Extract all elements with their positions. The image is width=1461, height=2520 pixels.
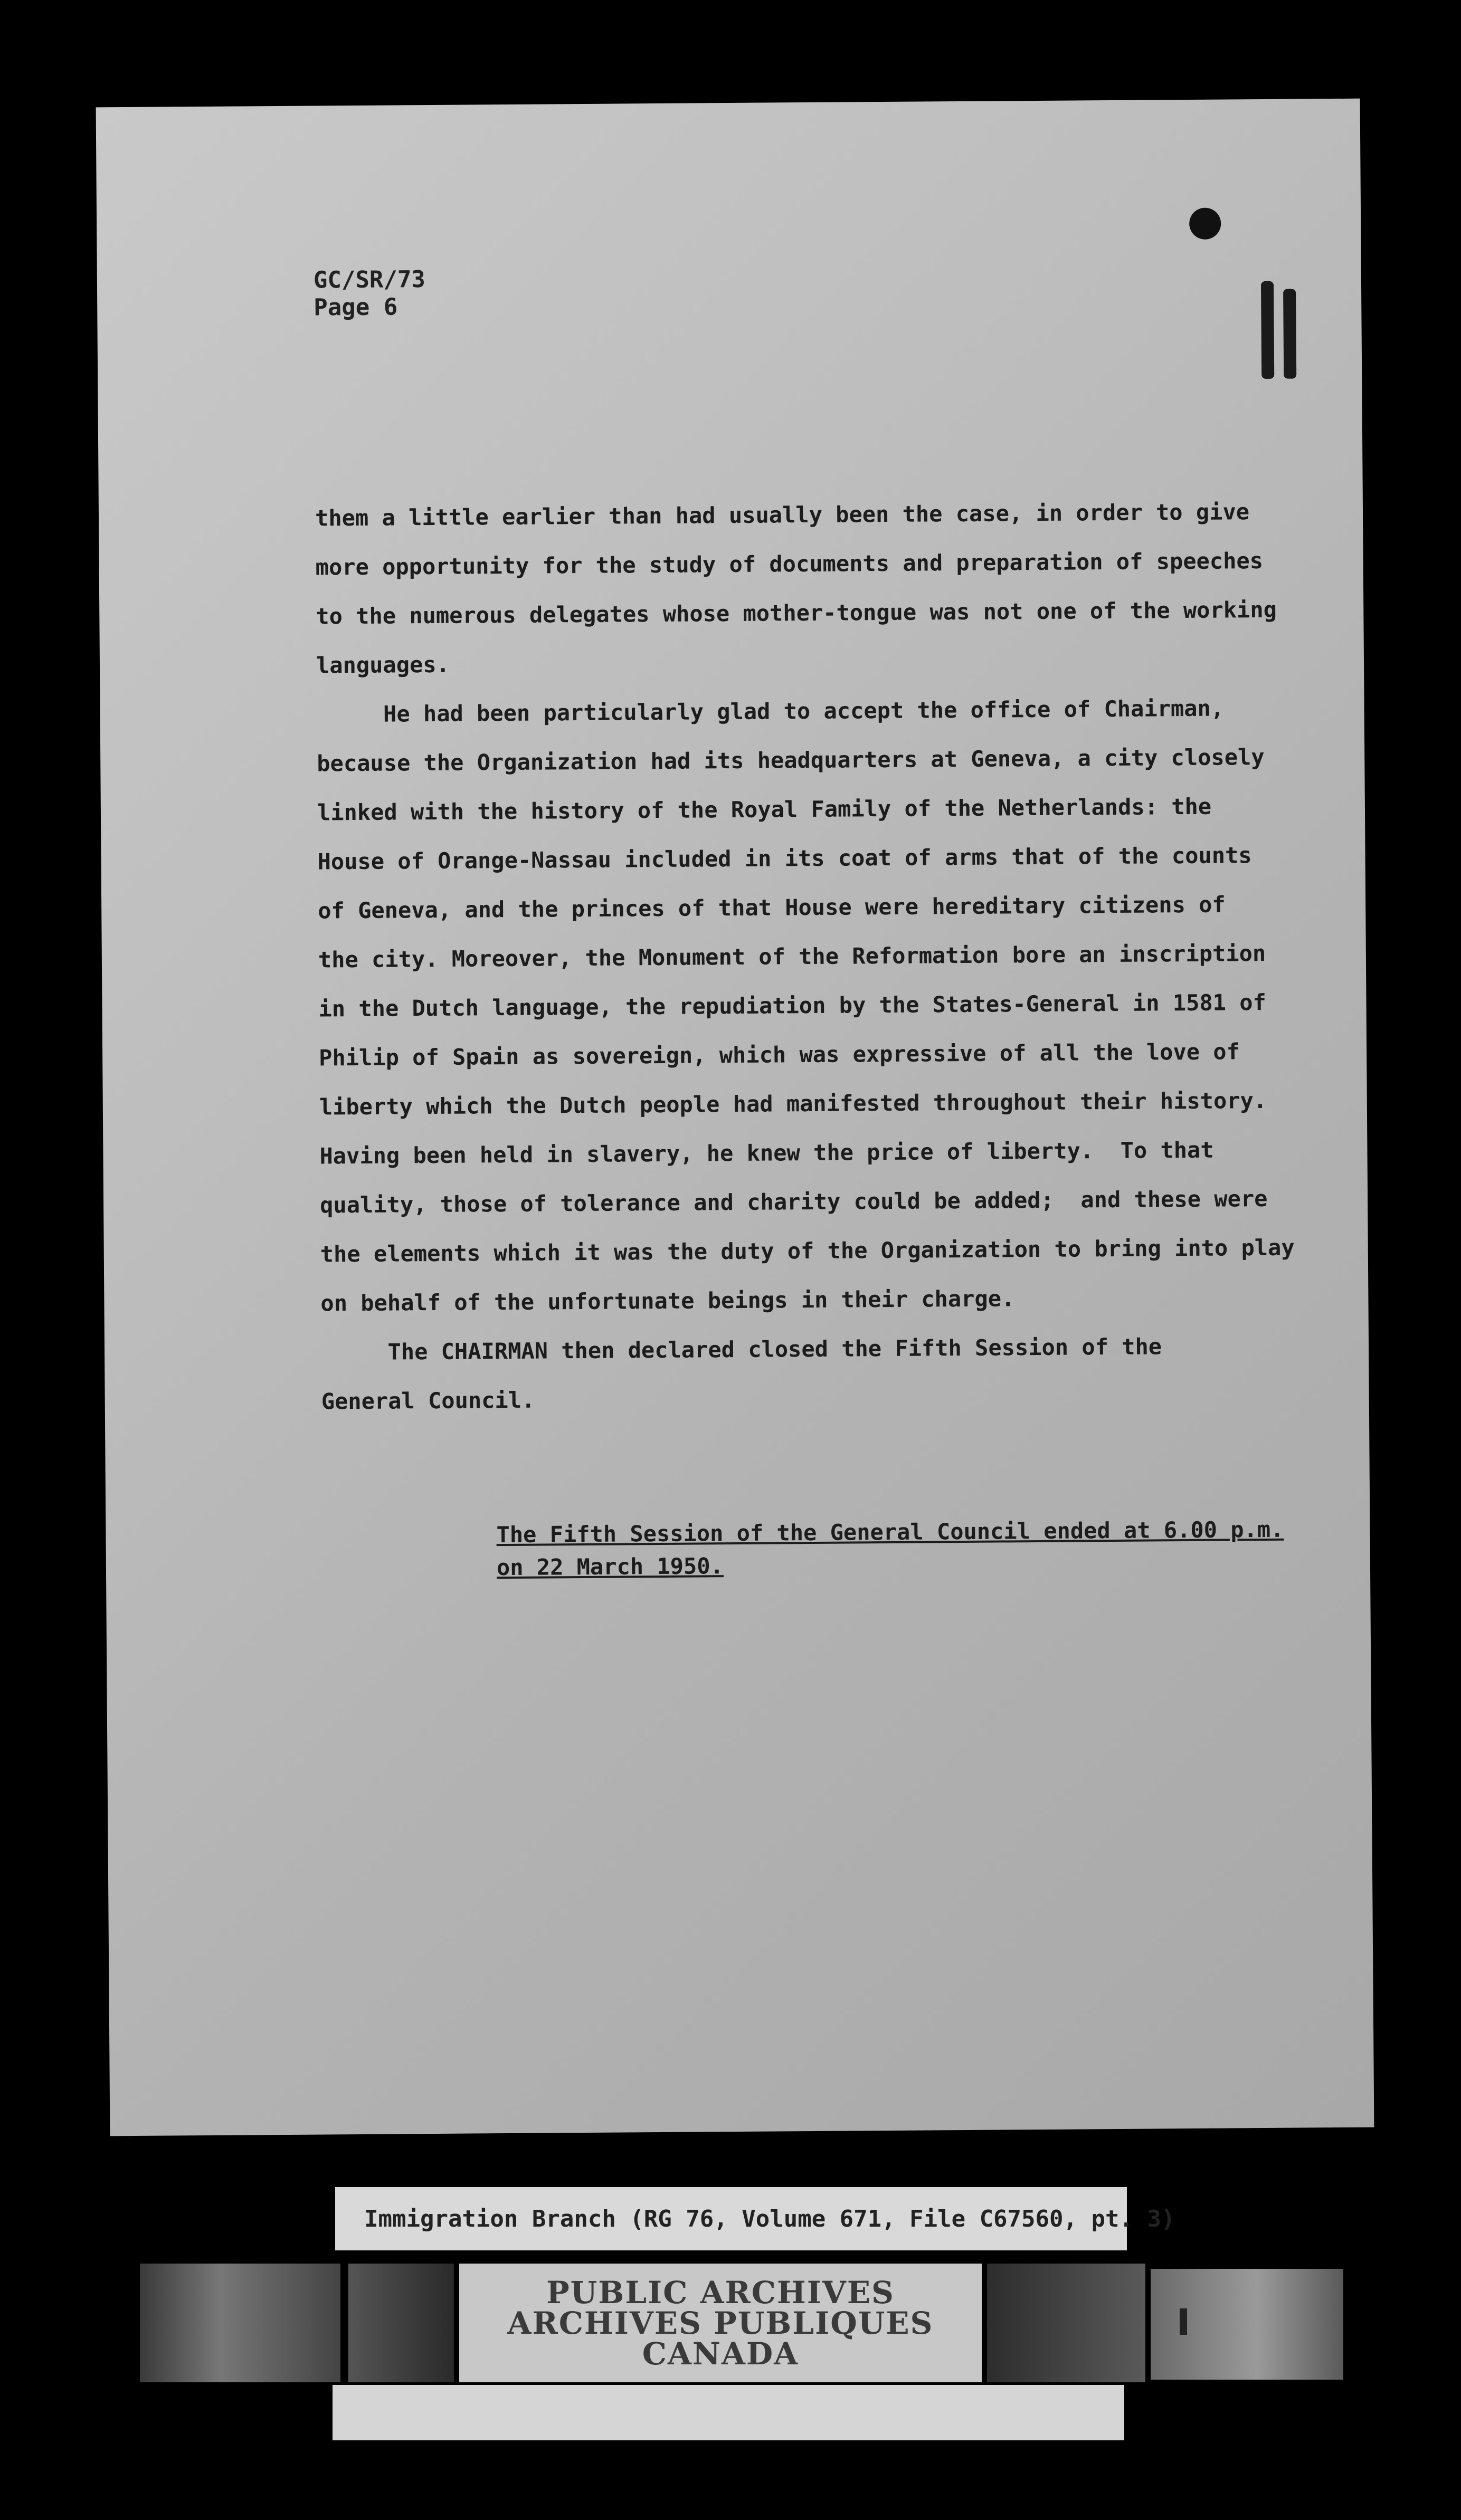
text-line: more opportunity for the study of documents and preparation of speeches [315, 547, 1264, 580]
staple-mark [1261, 281, 1298, 379]
text-line: in the Dutch language, the repudiation by the States-General in 1581 of [318, 989, 1267, 1022]
text-line: languages. [316, 651, 450, 679]
film-edge-left [140, 2264, 340, 2382]
text-line: liberty which the Dutch people had manifested throughout their history. [319, 1087, 1267, 1120]
text-line: Philip of Spain as sovereign, which was expressive of all the love of [319, 1038, 1240, 1071]
archive-caption: Immigration Branch (RG 76, Volume 671, File C67560, pt. 3) [364, 2205, 1175, 2232]
film-mark [1180, 2308, 1187, 2335]
document-header [314, 266, 426, 321]
archive-caption-strip [335, 2187, 1175, 2250]
text-line: Having been held in slavery, he knew the price of liberty. To that [319, 1137, 1214, 1169]
text-line: to the numerous delegates whose mother-tongue was not one of the working [316, 596, 1277, 629]
bottom-film-strip [333, 2385, 1124, 2440]
text-line: House of Orange-Nassau included in its coat of arms that of the counts [317, 842, 1252, 875]
text-line: on behalf of the unfortunate beings in their charge. [320, 1285, 1015, 1316]
stamp-line: ARCHIVES PUBLIQUES [507, 2305, 934, 2341]
text-line: quality, those of tolerance and charity could be added; and these were [319, 1185, 1268, 1218]
punch-hole [1189, 208, 1221, 240]
stamp-line: PUBLIC ARCHIVES [546, 2274, 895, 2311]
archives-stamp [459, 2264, 982, 2382]
closing-line: The Fifth Session of the General Council ended at 6.00 p.m. [496, 1516, 1284, 1548]
text-line: the elements which it was the duty of the Organization to bring into play [320, 1234, 1295, 1267]
closing-line: on 22 March 1950. [496, 1553, 724, 1581]
text-line: because the Organization had its headquarters at Geneva, a city closely [317, 743, 1265, 777]
text-line: General Council. [321, 1387, 535, 1415]
text-line: the city. Moreover, the Monument of the Reformation bore an inscription [318, 940, 1266, 973]
reference-code: GC/SR/73 [313, 266, 425, 294]
document-page [96, 99, 1374, 2136]
text-line: linked with the history of the Royal Family of the Netherlands: the [317, 793, 1212, 826]
page-label: Page 6 [314, 293, 398, 321]
body-text [315, 486, 1372, 1426]
text-line: of Geneva, and the princes of that House were hereditary citizens of [318, 891, 1226, 924]
film-edge-mid-right [987, 2264, 1145, 2382]
text-line: The CHAIRMAN then declared closed the Fifth Session of the [320, 1333, 1162, 1366]
text-line: them a little earlier than had usually been the case, in order to give [315, 499, 1250, 531]
stamp-line: CANADA [642, 2335, 799, 2372]
film-edge-mid-left [348, 2264, 454, 2382]
closing-statement [496, 1513, 1284, 1584]
text-line: He had been particularly glad to accept the office of Chairman, [316, 695, 1225, 728]
